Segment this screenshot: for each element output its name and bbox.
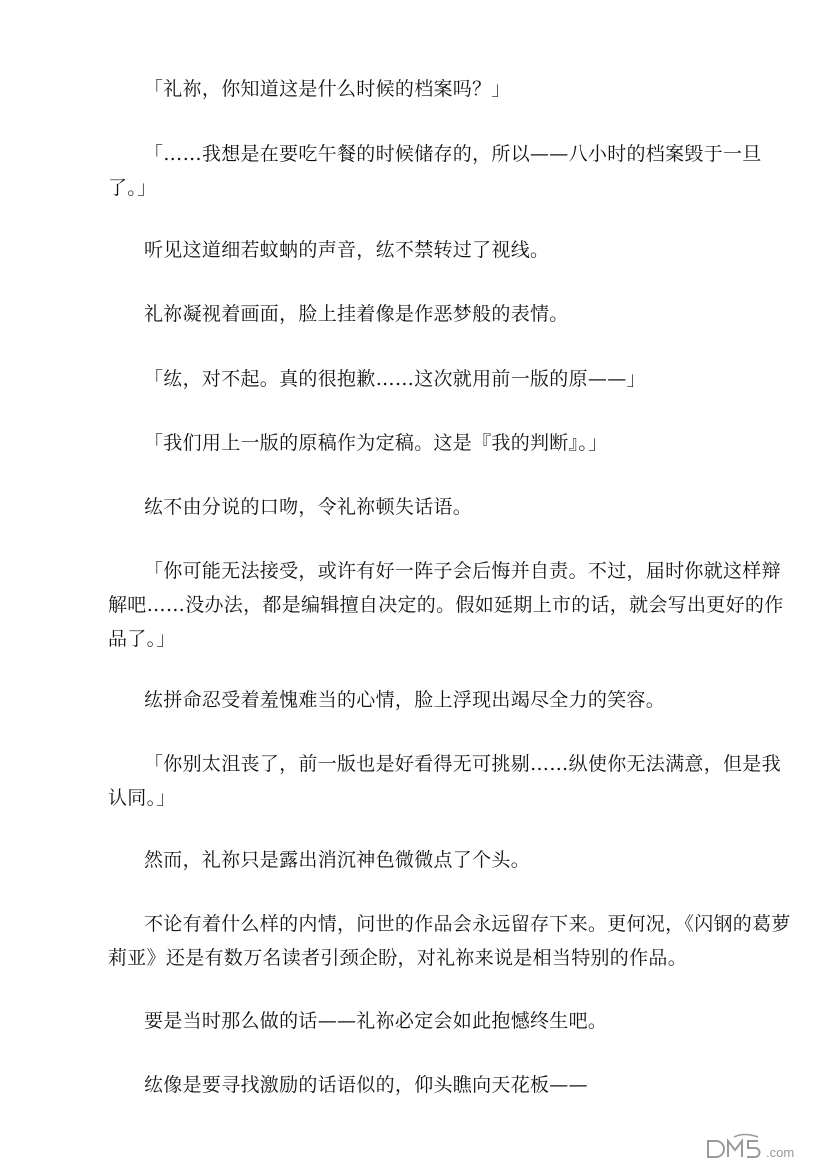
paragraph-9: 纮拼命忍受着羞愧难当的心情，脸上浮现出竭尽全力的笑容。	[144, 689, 666, 711]
svg-text:.com: .com	[766, 1145, 795, 1160]
paragraph-12: 不论有着什么样的内情，问世的作品会永远留存下来。更何况，《闪钢的葛萝莉亚》还是有数万名读者引颈企盼，对礼祢来说是相当特别的作品。	[108, 913, 791, 969]
paragraph-1: 「礼祢，你知道这是什么时候的档案吗？」	[144, 78, 511, 100]
paragraph-3: 听见这道细若蚊蚋的声音，纮不禁转过了视线。	[144, 239, 550, 261]
paragraph-13: 要是当时那么做的话——礼祢必定会如此抱憾终生吧。	[144, 1010, 608, 1032]
paragraph-2: 「……我想是在要吃午餐的时候储存的，所以——八小时的档案毁于一旦了。」	[108, 143, 762, 199]
paragraph-6: 「我们用上一版的原稿作为定稿。这是『我的判断』。」	[144, 432, 608, 454]
paragraph-10: 「你别太沮丧了，前一版也是好看得无可挑剔……纵使你无法满意，但是我认同。」	[108, 753, 781, 809]
paragraph-8: 「你可能无法接受，或许有好一阵子会后悔并自责。不过，届时你就这样辩解吧……没办法，都是编辑擅自决定的。假如延期上市的话，就会写出更好的作品了。」	[108, 560, 784, 650]
paragraph-4: 礼祢凝视着画面，脸上挂着像是作恶梦般的表情。	[144, 303, 569, 325]
dm5-watermark-logo	[704, 1133, 814, 1163]
paragraph-5: 「纮，对不起。真的很抱歉……这次就用前一版的原——」	[144, 368, 646, 390]
paragraph-11: 然而，礼祢只是露出消沉神色微微点了个头。	[144, 849, 531, 871]
paragraph-14: 纮像是要寻找激励的话语似的，仰头瞧向天花板——	[144, 1074, 588, 1096]
paragraph-7: 纮不由分说的口吻，令礼祢顿失话语。	[144, 496, 473, 518]
